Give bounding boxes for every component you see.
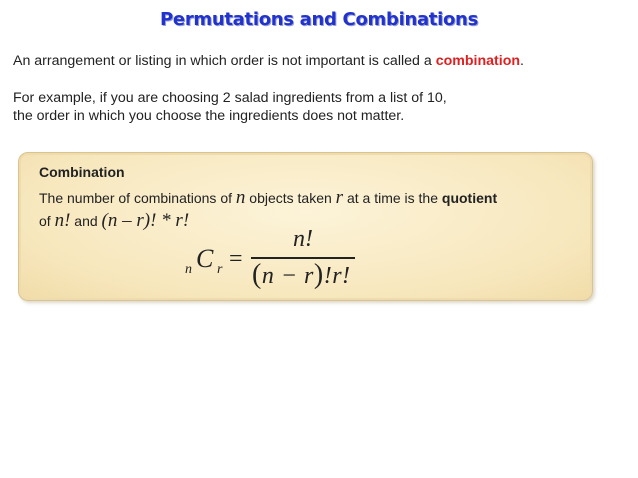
line1-mid: objects taken <box>245 190 336 206</box>
den-close-paren: ) <box>313 259 324 290</box>
variable-n: n <box>235 187 246 208</box>
line1-prefix: The number of combinations of <box>39 190 236 206</box>
definition-suffix: . <box>520 53 524 69</box>
formula-numerator: n! <box>293 226 313 252</box>
den-inner: n − r <box>261 263 314 289</box>
example-paragraph <box>13 89 447 125</box>
formula-equals: = <box>229 246 243 272</box>
card-heading: Combination <box>39 164 125 180</box>
example-line-1: For example, if you are choosing 2 salad ingredients from a list of 10, <box>13 90 447 106</box>
combination-formula <box>179 224 399 294</box>
combination-definition-card <box>18 152 593 301</box>
definition-paragraph <box>13 52 524 70</box>
formula-denominator <box>252 259 351 291</box>
example-line-2: the order in which you choose the ingredients does not matter. <box>13 108 405 124</box>
line2-of: of <box>39 213 55 229</box>
den-rest: !r! <box>323 263 351 289</box>
card-line-1 <box>39 187 497 209</box>
denominator-expression: (n – r)! * r! <box>101 210 190 231</box>
slide-title: Permutations and Combinations <box>160 9 478 30</box>
quotient-label: quotient <box>441 190 498 206</box>
card-line-2 <box>39 210 189 232</box>
line1-suffix: at a time is the <box>343 190 442 206</box>
n-factorial: n! <box>54 210 71 231</box>
line2-and: and <box>70 213 102 229</box>
den-open-paren: ( <box>252 259 262 290</box>
definition-term: combination <box>435 53 521 69</box>
formula-symbol-c: C <box>196 244 214 273</box>
definition-prefix: An arrangement or listing in which order is not important is called a <box>13 53 436 69</box>
formula-subscript-r: r <box>217 262 223 277</box>
formula-subscript-n: n <box>185 262 192 277</box>
variable-r: r <box>335 187 344 208</box>
